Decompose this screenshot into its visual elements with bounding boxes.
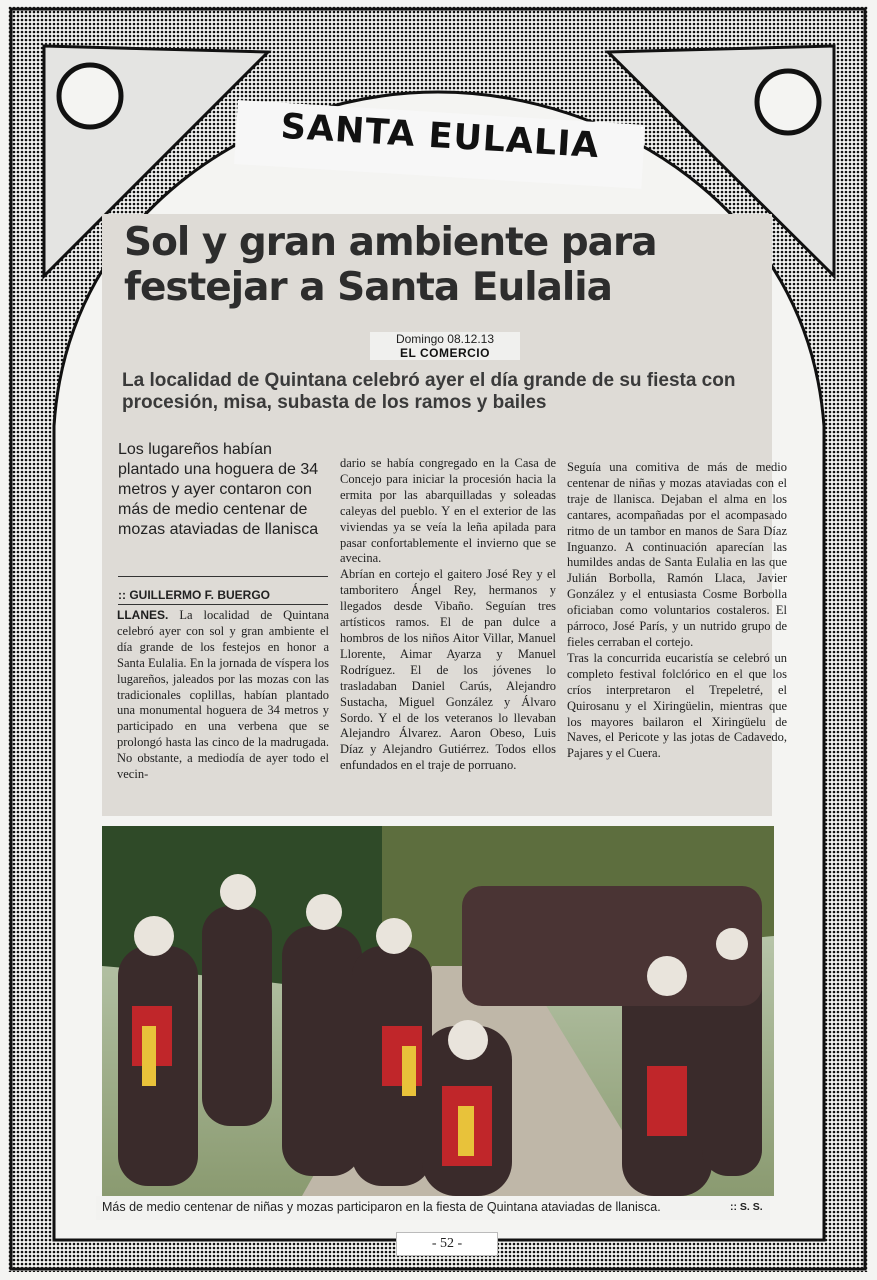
place-name: LLANES. bbox=[117, 608, 169, 622]
byline: :: GUILLERMO F. BUERGO bbox=[118, 588, 270, 602]
body-column-1-text: La localidad de Quintana celebró ayer con sol y gran ambiente el día grande de los festejos en honor a Santa Eulalia. En la jornada de víspera los lugareños, jaleados por las mozas con las tradicionales coplillas, habían plantado una monumental hoguera de 34 metros y participado en una verbena que se prolongó hasta las cinco de la madrugada. No obstante, a mediodía de ayer todo el vecin- bbox=[117, 608, 329, 782]
byline-rule-bottom bbox=[118, 604, 328, 605]
subheadline: La localidad de Quintana celebró ayer el día grande de su fiesta con procesión, misa, subasta de los ramos y bailes bbox=[122, 370, 736, 413]
section-title: SANTA EULALIA bbox=[279, 106, 601, 167]
photo-credit: :: S. S. bbox=[730, 1201, 763, 1213]
procession-photo bbox=[102, 826, 774, 1196]
lead-paragraph: Los lugareños habían plantado una hoguera de 34 metros y ayer contaron con más de medio centenar de mozas ataviadas de llanisca bbox=[118, 441, 319, 538]
photo-caption: Más de medio centenar de niñas y mozas participaron en la fiesta de Quintana ataviadas de llanisca. bbox=[102, 1200, 661, 1214]
byline-rule-top bbox=[118, 576, 328, 577]
newspaper-name: EL COMERCIO bbox=[400, 346, 490, 360]
headline: Sol y gran ambiente para festejar a Santa Eulalia bbox=[124, 220, 657, 310]
publication-date: Domingo 08.12.13 bbox=[395, 332, 495, 346]
page-number: - 52 - bbox=[396, 1232, 498, 1256]
body-column-1 bbox=[117, 608, 329, 783]
body-column-3: Seguía una comitiva de más de medio centenar de niñas y mozas ataviadas con el traje de llanisca. Dejaban el alma en los cantares, acompañadas por el acompasado ritmo de un tambor en manos de Sara Díaz Inguanzo. A continuación aparecían las humildes andas de Santa Eulalia en las que Julián Borbolla, Ramón Llaca, Javier González y el entusiasta Cosme Borbolla oficiaban como voluntarios costaleros. El párroco, José París, y un nutrido grupo de fieles cerraban el cortejo. Tras la concurrida eucaristía se celebró un completo festival folclórico en el que los críos interpretaron el Trepeletré, el Quirosanu y el Xiringüelin, mientras que los mayores bailaron el Xiringüelu de Naves, el Pericote y las jotas de Cadavedo, Pajares y el Cuera. bbox=[567, 460, 787, 761]
dateline bbox=[370, 332, 520, 360]
body-column-2: dario se había congregado en la Casa de Concejo para iniciar la procesión hacia la ermita por las abarquilladas y soleadas caleyas del pueblo. Y en el exterior de las viviendas ya se veía la leña apilada para pasar confortablemente el invierno que se avecina. Abrían en cortejo el gaitero José Rey y el tamboritero Ángel Rey, hermanos y llegados desde Vibaño. Seguían tres artísticos ramos. El de pan dulce a hombros de los niños Aitor Villar, Manuel Llorente, Aimar Ayarza y Manuel Rodríguez. El de los jóvenes lo trasladaban Daniel Carús, Alejandro Sustacha, Miguel González y Álvaro Sordo. Y el de los veteranos lo llevaban Alejandro Álvarez. Aaron Obeso, Luis Díaz y Alejandro Gutiérrez. Todos ellos enfundados en el traje de porruano. bbox=[340, 456, 556, 773]
